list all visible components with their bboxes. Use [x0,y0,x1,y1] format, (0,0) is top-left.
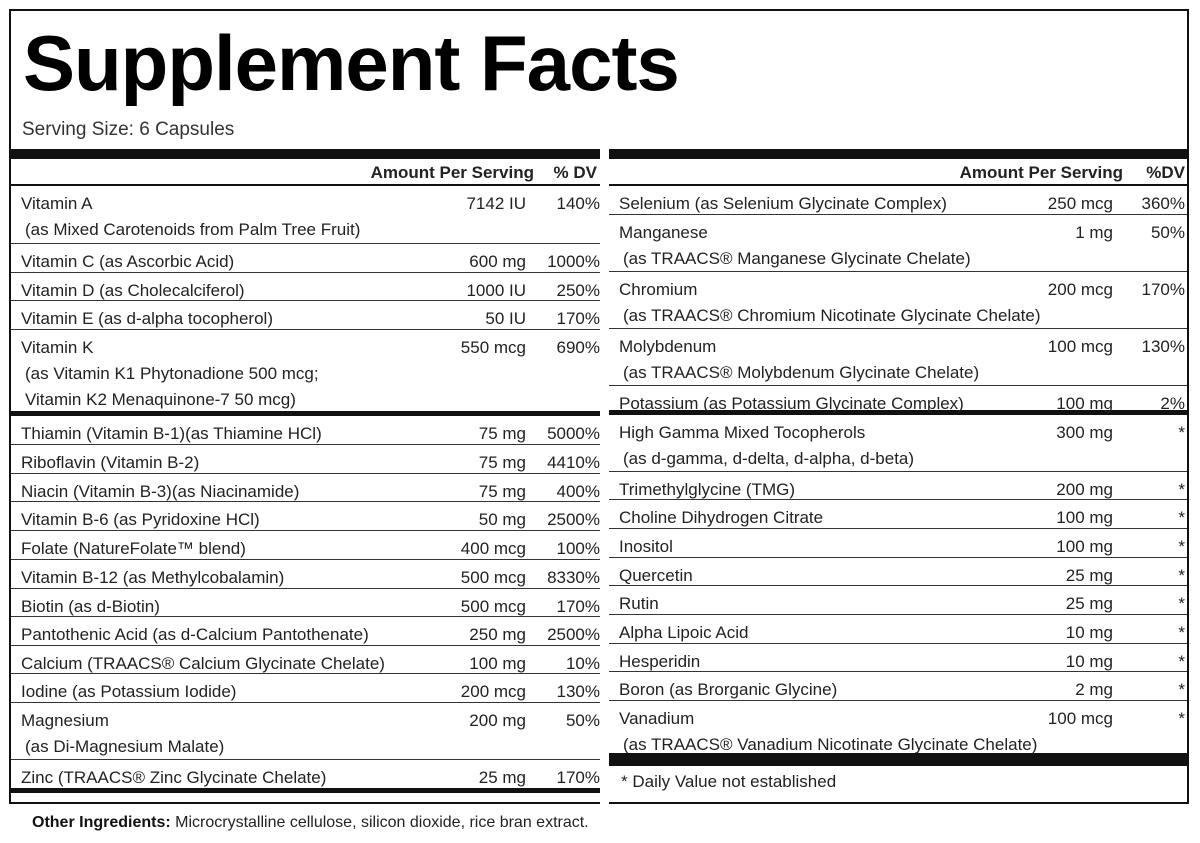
nutrient-name: Boron (as Brorganic Glycine) [619,680,838,699]
nutrient-amount: 250 mcg [1047,194,1113,213]
nutrient-source: (as TRAACS® Vanadium Nicotinate Glycinate Chelate) [623,735,1038,754]
other-ingredients-text: Microcrystalline cellulose, silicon dioxide, rice bran extract. [170,814,589,831]
right-nutrient-column [609,159,1187,792]
nutrient-dv: 8330% [547,568,600,587]
nutrient-dv: 4410% [547,453,600,472]
dv-header: %DV [1146,163,1185,182]
nutrient-row [11,416,600,445]
nutrient-dv: 5000% [547,424,600,443]
nutrient-row [11,531,600,560]
nutrient-row [609,701,1187,758]
nutrient-name: Quercetin [619,566,693,585]
nutrient-source: (as Di-Magnesium Malate) [25,737,225,756]
nutrient-row [609,500,1187,529]
nutrient-name: Vitamin E (as d-alpha tocopherol) [21,309,273,328]
nutrient-amount: 1 mg [1075,223,1113,242]
nutrient-row [11,760,600,793]
nutrient-name: Choline Dihydrogen Citrate [619,508,824,527]
nutrient-row [11,703,600,760]
nutrient-row [609,529,1187,558]
nutrient-row [11,330,600,416]
nutrient-name: Selenium (as Selenium Glycinate Complex) [619,194,947,213]
nutrient-row [609,672,1187,701]
nutrient-dv: * [1178,652,1185,671]
nutrient-amount: 300 mg [1056,423,1113,442]
nutrient-row [11,674,600,703]
right-column-header [609,159,1187,186]
nutrient-row [609,415,1187,472]
nutrient-amount: 100 mg [1056,508,1113,527]
nutrient-dv: * [1178,680,1185,699]
nutrient-name: Biotin (as d-Biotin) [21,597,160,616]
nutrient-amount: 400 mcg [460,539,526,558]
nutrient-name: Niacin (Vitamin B-3)(as Niacinamide) [21,482,300,501]
nutrient-amount: 25 mg [478,768,526,787]
left-nutrient-rows [11,186,600,793]
nutrient-amount: 2 mg [1075,680,1113,699]
nutrient-amount: 250 mg [469,625,526,644]
nutrient-dv: 400% [556,482,600,501]
nutrient-dv: * [1178,423,1185,442]
nutrient-row [11,617,600,646]
nutrient-row [11,301,600,330]
nutrient-name: Alpha Lipoic Acid [619,623,749,642]
nutrient-row [609,558,1187,586]
nutrient-name: Rutin [619,594,659,613]
nutrient-source: (as Mixed Carotenoids from Palm Tree Fruit) [25,220,361,239]
nutrient-dv: 690% [556,338,600,357]
nutrient-name: Vitamin B-12 (as Methylcobalamin) [21,568,285,587]
nutrient-source: (as Vitamin K1 Phytonadione 500 mcg; [25,364,319,383]
nutrient-name: Thiamin (Vitamin B-1)(as Thiamine HCl) [21,424,322,443]
nutrient-name: Vanadium [619,709,695,728]
amount-header: Amount Per Serving [370,163,534,182]
nutrient-name: Vitamin D (as Cholecalciferol) [21,281,245,300]
serving-size: Serving Size: 6 Capsules [22,119,235,140]
nutrient-amount: 1000 IU [466,281,526,300]
nutrient-dv: 50% [1150,223,1185,242]
nutrient-row [609,272,1187,329]
other-ingredients-label: Other Ingredients: [32,814,171,831]
nutrient-amount: 200 mg [1056,480,1113,499]
nutrient-dv: * [1178,709,1185,728]
nutrient-row [609,186,1187,215]
nutrient-amount: 200 mcg [460,682,526,701]
nutrient-row [609,215,1187,272]
nutrient-name: Vitamin C (as Ascorbic Acid) [21,252,235,271]
nutrient-dv: * [1178,480,1185,499]
nutrient-amount: 100 mg [469,654,526,673]
nutrient-amount: 75 mg [478,482,526,501]
nutrient-dv: 100% [556,539,600,558]
nutrient-name: Inositol [619,537,673,556]
nutrient-name: Vitamin B-6 (as Pyridoxine HCl) [21,510,260,529]
supplement-facts-panel [9,9,1189,804]
nutrient-name: Manganese [619,223,708,242]
nutrient-row [11,244,600,273]
nutrient-amount: 75 mg [478,453,526,472]
nutrient-name: Molybdenum [619,337,717,356]
nutrient-name: Iodine (as Potassium Iodide) [21,682,237,701]
nutrient-amount: 25 mg [1065,566,1113,585]
nutrient-name: Pantothenic Acid (as d-Calcium Pantothenate) [21,625,369,644]
nutrient-dv: 2500% [547,510,600,529]
nutrient-name: Folate (NatureFolate™ blend) [21,539,246,558]
page-title: Supplement Facts [23,19,679,107]
nutrient-dv: 360% [1141,194,1185,213]
nutrient-amount: 550 mcg [460,338,526,357]
dv-header: % DV [553,163,597,182]
nutrient-amount: 7142 IU [466,194,526,213]
nutrient-row [11,560,600,589]
nutrient-amount: 100 mg [1056,394,1113,413]
nutrient-amount: 600 mg [469,252,526,271]
nutrient-row [11,273,600,301]
nutrient-amount: 50 mg [478,510,526,529]
nutrient-dv: 170% [556,768,600,787]
nutrient-dv: 140% [556,194,600,213]
nutrient-name: Chromium [619,280,698,299]
nutrient-dv: * [1178,623,1185,642]
nutrient-row [609,586,1187,615]
nutrient-row [609,472,1187,500]
nutrient-dv: 130% [556,682,600,701]
nutrient-name: Trimethylglycine (TMG) [619,480,795,499]
nutrient-name: Hesperidin [619,652,701,671]
nutrient-name: Zinc (TRAACS® Zinc Glycinate Chelate) [21,768,327,787]
nutrient-row [609,615,1187,644]
nutrient-amount: 75 mg [478,424,526,443]
nutrient-row [11,474,600,502]
column-gutter [600,149,609,804]
footnote-divider [609,758,1187,766]
nutrient-row [11,445,600,474]
nutrient-amount: 25 mg [1065,594,1113,613]
nutrient-dv: * [1178,594,1185,613]
nutrient-dv: 170% [556,597,600,616]
nutrient-amount: 100 mg [1056,537,1113,556]
left-nutrient-column [11,159,600,793]
nutrient-dv: 170% [1141,280,1185,299]
nutrient-dv: * [1178,566,1185,585]
nutrient-name: Vitamin K [21,338,94,357]
nutrient-source: Vitamin K2 Menaquinone-7 50 mcg) [25,390,296,409]
nutrient-source: (as d-gamma, d-delta, d-alpha, d-beta) [623,449,915,468]
nutrient-amount: 200 mg [469,711,526,730]
nutrient-row [11,186,600,244]
nutrient-amount: 100 mcg [1047,709,1113,728]
nutrient-row [609,386,1187,415]
nutrient-name: Potassium (as Potassium Glycinate Complex) [619,394,964,413]
nutrient-amount: 50 IU [485,309,526,328]
nutrient-name: Vitamin A [21,194,93,213]
nutrient-row [11,646,600,674]
nutrient-amount: 10 mg [1065,623,1113,642]
nutrient-dv: 50% [565,711,600,730]
left-column-header [11,159,600,186]
header-divider [11,149,1187,159]
nutrient-amount: 200 mcg [1047,280,1113,299]
nutrient-source: (as TRAACS® Molybdenum Glycinate Chelate) [623,363,980,382]
nutrient-dv: 170% [556,309,600,328]
nutrient-row [609,644,1187,672]
nutrient-dv: 130% [1141,337,1185,356]
nutrient-source: (as TRAACS® Manganese Glycinate Chelate) [623,249,971,268]
nutrient-dv: 2500% [547,625,600,644]
nutrient-dv: 250% [556,281,600,300]
nutrient-dv: 2% [1160,394,1185,413]
nutrient-name: Riboflavin (Vitamin B-2) [21,453,200,472]
nutrient-dv: * [1178,508,1185,527]
nutrient-name: Calcium (TRAACS® Calcium Glycinate Chelate) [21,654,385,673]
nutrient-source: (as TRAACS® Chromium Nicotinate Glycinate Chelate) [623,306,1041,325]
nutrient-name: Magnesium [21,711,109,730]
nutrient-dv: 10% [565,654,600,673]
nutrient-name: High Gamma Mixed Tocopherols [619,423,866,442]
other-ingredients [32,814,589,832]
amount-header: Amount Per Serving [959,163,1123,182]
nutrient-row [609,329,1187,386]
nutrient-row [11,589,600,617]
right-nutrient-rows [609,186,1187,758]
nutrient-amount: 500 mcg [460,597,526,616]
nutrient-amount: 100 mcg [1047,337,1113,356]
nutrient-dv: 1000% [547,252,600,271]
nutrient-amount: 10 mg [1065,652,1113,671]
daily-value-footnote: * Daily Value not established [621,772,837,791]
nutrient-dv: * [1178,537,1185,556]
nutrient-amount: 500 mcg [460,568,526,587]
nutrient-row [11,502,600,531]
